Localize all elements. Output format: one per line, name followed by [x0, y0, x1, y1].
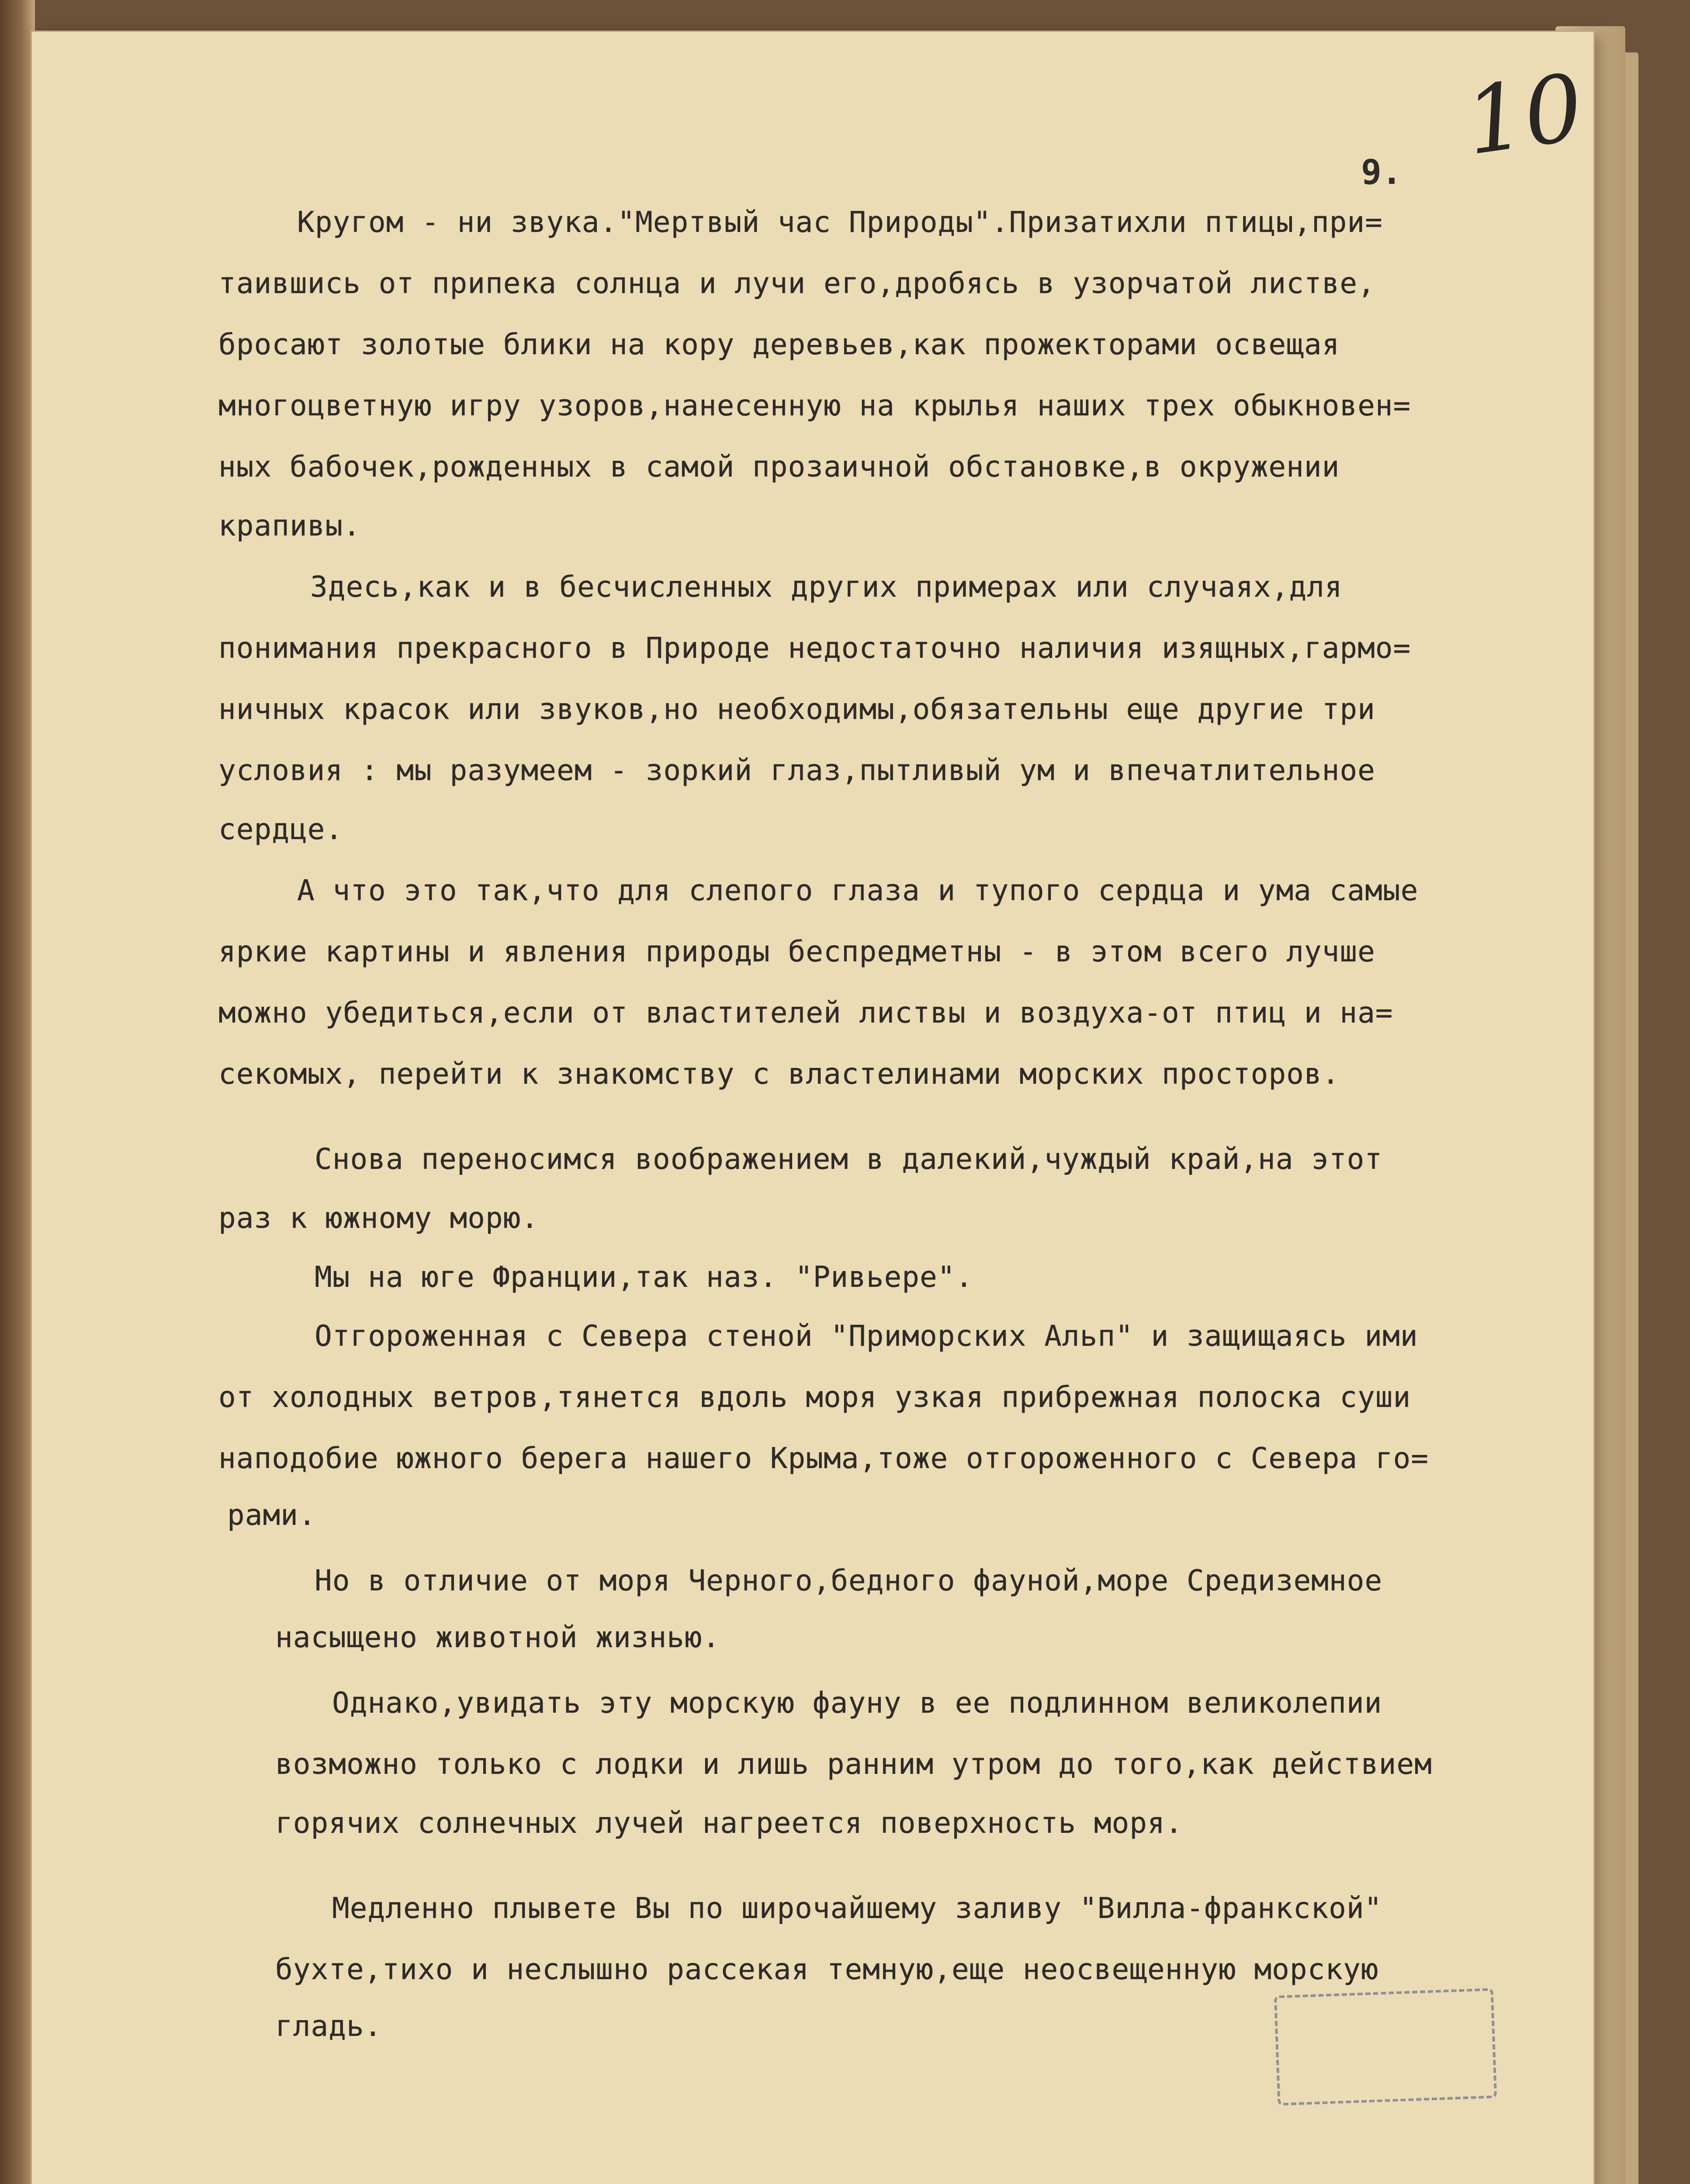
- text-line: сердце.: [218, 812, 343, 846]
- text-line: насыщено животной жизнью.: [275, 1621, 720, 1654]
- text-line: Мы на юге Франции,так наз. "Ривьере".: [315, 1260, 973, 1294]
- text-line: бухте,тихо и неслышно рассекая темную,еще неосвещенную морскую: [275, 1952, 1379, 1986]
- text-line: многоцветную игру узоров,нанесенную на крылья наших трех обыкновен=: [218, 389, 1411, 422]
- text-line: понимания прекрасного в Природе недостаточно наличия изящных,гармо=: [218, 631, 1411, 665]
- text-line: Но в отличие от моря Черного,бедного фауной,море Средиземное: [315, 1564, 1383, 1597]
- text-line: Снова переносимся воображением в далекий,чуждый край,на этот: [315, 1142, 1383, 1176]
- text-line: таившись от припека солнца и лучи его,дробясь в узорчатой листве,: [218, 266, 1375, 300]
- handwritten-folio-number: 10: [1459, 53, 1590, 176]
- text-line: ных бабочек,рожденных в самой прозаичной обстановке,в окружении: [218, 450, 1340, 484]
- text-line: Отгороженная с Севера стеной "Приморских Альп" и защищаясь ими: [315, 1319, 1418, 1353]
- text-line: А что это так,что для слепого глаза и тупого сердца и ума самые: [297, 874, 1419, 907]
- text-line: секомых, перейти к знакомству с властелинами морских просторов.: [218, 1057, 1340, 1091]
- archive-stamp: [1274, 1988, 1497, 2105]
- text-line: ничных красок или звуков,но необходимы,обязательны еще другие три: [218, 692, 1375, 726]
- binding-edge: [0, 0, 35, 2184]
- text-line: раз к южному морю.: [218, 1201, 539, 1235]
- text-line: гладь.: [275, 2009, 382, 2043]
- text-line: наподобие южного берега нашего Крыма,тоже отгороженного с Севера го=: [218, 1441, 1429, 1475]
- text-line: горячих солнечных лучей нагреется поверхность моря.: [275, 1806, 1183, 1840]
- text-line: условия : мы разумеем - зоркий глаз,пытливый ум и впечатлительное: [218, 753, 1375, 787]
- page-number: 9.: [1361, 153, 1402, 192]
- text-line: можно убедиться,если от властителей листвы и воздуха-от птиц и на=: [218, 996, 1393, 1030]
- text-line: яркие картины и явления природы беспредметны - в этом всего лучше: [218, 935, 1375, 968]
- text-line: крапивы.: [218, 509, 361, 543]
- text-line: Однако,увидать эту морскую фауну в ее подлинном великолепии: [332, 1686, 1382, 1720]
- text-line: рами.: [227, 1498, 316, 1532]
- text-line: от холодных ветров,тянется вдоль моря узкая прибрежная полоска суши: [218, 1380, 1411, 1414]
- text-line: возможно только с лодки и лишь ранним утром до того,как действием: [275, 1747, 1432, 1781]
- text-line: Медленно плывете Вы по широчайшему заливу "Вилла-франкской": [332, 1891, 1382, 1925]
- text-line: Здесь,как и в бесчисленных других примерах или случаях,для: [310, 570, 1343, 604]
- text-line: Кругом - ни звука."Мертвый час Природы".Призатихли птицы,при=: [297, 205, 1383, 239]
- text-line: бросают золотые блики на кору деревьев,как прожекторами освещая: [218, 328, 1340, 361]
